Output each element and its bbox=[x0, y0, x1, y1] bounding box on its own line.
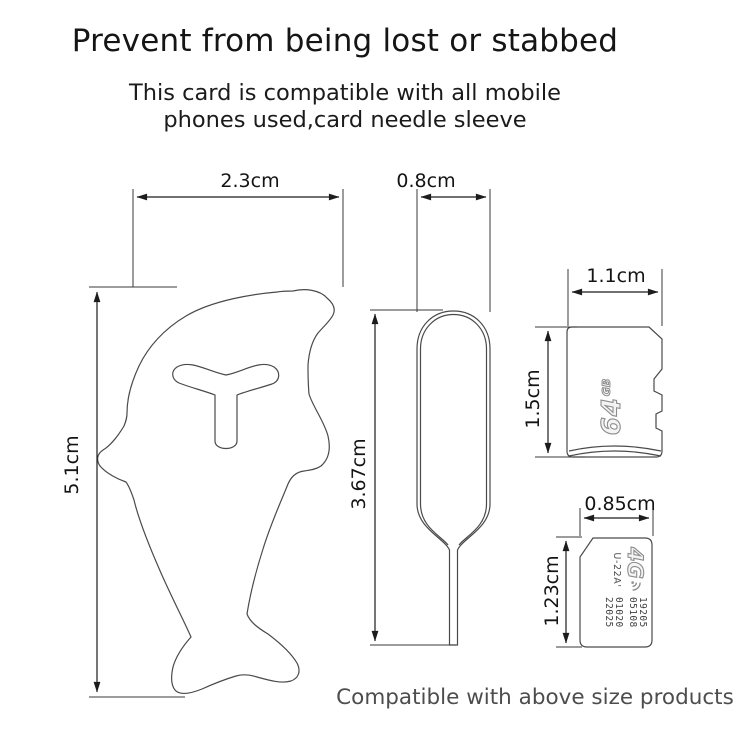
sim-logo-block bbox=[611, 543, 648, 597]
sim-logo-row bbox=[624, 547, 648, 593]
microsd-height-label: 1.5cm bbox=[522, 369, 544, 429]
subtitle-line-1: This card is compatible with all mobile bbox=[128, 80, 562, 106]
sim-card-print bbox=[586, 543, 648, 641]
microsd-bottom-ridge-line-1 bbox=[569, 446, 661, 451]
signal-waves-icon bbox=[626, 580, 648, 593]
microsd-bottom-ridge-line-2 bbox=[569, 451, 661, 456]
sleeve-height-label: 5.1cm bbox=[61, 435, 83, 495]
eject-pin-outline bbox=[417, 311, 490, 645]
page-title: Prevent from being lost or stabbed bbox=[71, 23, 619, 59]
sleeve-width-label: 2.3cm bbox=[220, 170, 280, 192]
pin-width-label: 0.8cm bbox=[396, 170, 456, 192]
microsd-capacity-unit: GB bbox=[600, 378, 613, 397]
dolphin-outline bbox=[98, 290, 335, 694]
dolphin-sleeve-drawing bbox=[98, 290, 335, 694]
pin-height-label: 3.67cm bbox=[348, 438, 370, 510]
sim-serial-line: 22025 bbox=[603, 597, 614, 628]
sim-serial-numbers bbox=[603, 597, 647, 641]
sim-4g-logo: 4G bbox=[623, 547, 647, 579]
eject-pin-inner-line bbox=[421, 315, 487, 546]
microsd-capacity: 64 bbox=[597, 397, 627, 436]
subtitle-line-2: phones used,card needle sleeve bbox=[163, 107, 527, 133]
microsd-capacity-print bbox=[597, 379, 627, 436]
eject-pin-drawing bbox=[417, 311, 490, 645]
pin-keyhole-cutout bbox=[173, 364, 279, 448]
sim-serial-line: 01020 bbox=[613, 597, 624, 628]
sim-width-label: 0.85cm bbox=[584, 493, 656, 515]
sim-height-label: 1.23cm bbox=[541, 555, 563, 627]
microsd-width-label: 1.1cm bbox=[586, 265, 646, 287]
sim-model-number: U-22A' bbox=[611, 552, 622, 588]
dimension-arrows bbox=[97, 197, 658, 692]
page-subtitle bbox=[0, 80, 690, 134]
sim-serial-line: 05108 bbox=[627, 597, 638, 628]
sim-serial-line: 19205 bbox=[637, 597, 648, 628]
compatibility-caption: Compatible with above size products bbox=[336, 685, 734, 710]
